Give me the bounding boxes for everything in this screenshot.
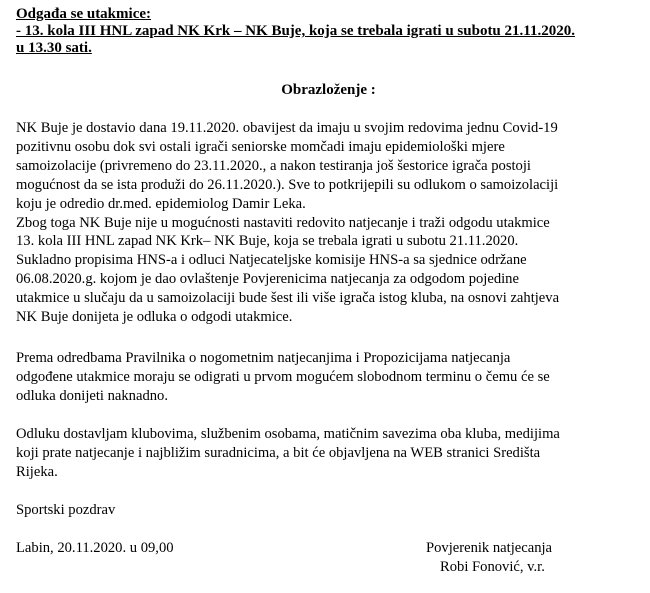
section-title: Obrazloženje : bbox=[281, 82, 376, 98]
paragraph-explanation bbox=[16, 119, 559, 327]
paragraph-line: Zbog toga NK Buje nije u mogućnosti nastaviti redovito natjecanje i traži odgodu utakmice bbox=[16, 214, 550, 231]
paragraph-distribution bbox=[16, 425, 560, 482]
heading-line-2: - 13. kola III HNL zapad NK Krk – NK Buje, koja se trebala igrati u subotu 21.11.2020. bbox=[16, 23, 575, 39]
paragraph-line: odgođene utakmice moraju se odigrati u prvom mogućem slobodnom terminu o čemu će se bbox=[16, 368, 550, 385]
paragraph-line: 13. kola III HNL zapad NK Krk– NK Buje, koja se trebala igrati u subotu 21.11.2020. bbox=[16, 233, 519, 250]
document-page bbox=[16, 6, 641, 575]
signature-name: Robi Fonović, v.r. bbox=[440, 559, 545, 575]
paragraph-line: 06.08.2020.g. kojom je dao ovlaštenje Povjerenicima natjecanja za odgodom pojedine bbox=[16, 271, 519, 288]
place-date: Labin, 20.11.2020. u 09,00 bbox=[16, 540, 174, 556]
paragraph-rules bbox=[16, 349, 550, 406]
paragraph-line: koji prate natjecanje i najbližim suradnicima, a bit će objavljena na WEB stranici Središta bbox=[16, 444, 541, 461]
postponement-heading bbox=[16, 6, 641, 57]
paragraph-line: Odluku dostavljam klubovima, službenim osobama, matičnim savezima oba kluba, medijima bbox=[16, 426, 560, 442]
paragraph-line: mogućnost da se ista produži do 26.11.2020.). Sve to potkrijepili su odlukom o samoizolaciji bbox=[16, 176, 559, 193]
signature-role: Povjerenik natjecanja bbox=[426, 540, 553, 556]
heading-line-3: u 13.30 sati. bbox=[16, 40, 92, 56]
paragraph-line: Rijeka. bbox=[16, 463, 58, 480]
closing-greeting: Sportski pozdrav bbox=[16, 502, 116, 518]
paragraph-line: NK Buje donijeta je odluka o odgodi utakmice. bbox=[16, 309, 293, 326]
paragraph-line: Prema odredbama Pravilnika o nogometnim natjecanjima i Propozicijama natjecanja bbox=[16, 350, 511, 366]
paragraph-line: samoizolacije (privremeno do 23.11.2020., a nakon testiranja još šestorice igrača postoji bbox=[16, 157, 531, 174]
paragraph-line: NK Buje je dostavio dana 19.11.2020. obavijest da imaju u svojim redovima jednu Covid-19 bbox=[16, 120, 558, 136]
paragraph-line: utakmice u slučaju da u samoizolaciji bude šest ili više igrača istog kluba, na osnovi zahtjeva bbox=[16, 290, 560, 307]
paragraph-line: koju je odredio dr.med. epidemiolog Damir Leka. bbox=[16, 195, 306, 212]
paragraph-line: pozitivnu osobu dok svi ostali igrači seniorske momčadi imaju epidemiološki mjere bbox=[16, 138, 505, 155]
heading-line-1: Odgađa se utakmice: bbox=[16, 6, 151, 22]
signature-block bbox=[426, 539, 552, 577]
paragraph-line: Sukladno propisima HNS-a i odluci Natjecateljske komisije HNS-a sa sjednice održane bbox=[16, 252, 527, 269]
paragraph-line: odluka donijeti naknadno. bbox=[16, 387, 168, 404]
